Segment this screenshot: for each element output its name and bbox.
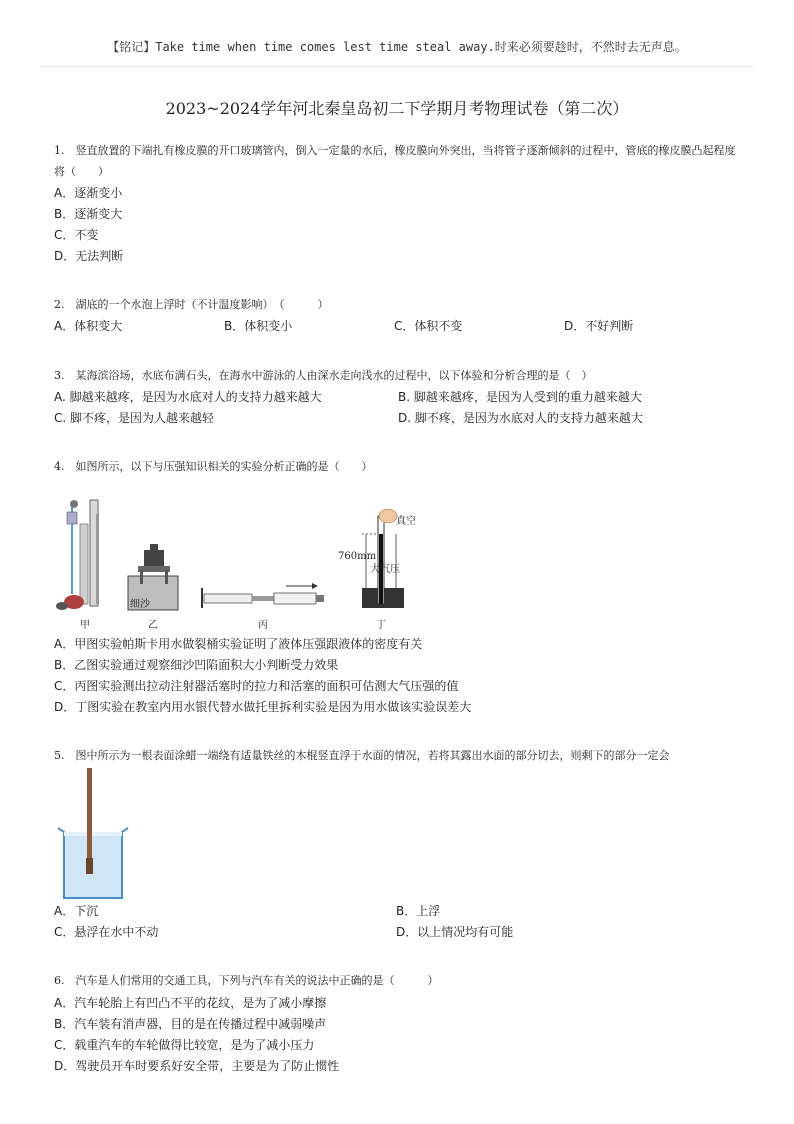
question-2-stem: 2. 湖底的一个水泡上浮时（不计温度影响） （ ） xyxy=(54,298,329,311)
question-4-option-b: B．乙图实验通过观察细沙凹陷面积大小判断受力效果 xyxy=(54,658,339,672)
question-1-option-c: C．不变 xyxy=(54,228,99,242)
question-5-option-c: C．悬浮在水中不动 xyxy=(54,925,159,939)
question-6-option-c: C．载重汽车的车轮做得比较宽，是为了减小压力 xyxy=(54,1038,315,1052)
question-1-option-a: A．逐渐变小 xyxy=(54,186,123,200)
figure-yi-sand-tray xyxy=(128,544,178,610)
figure-ding-torricelli xyxy=(338,509,416,608)
question-6-option-a: A．汽车轮胎上有凹凸不平的花纹，是为了减小摩擦 xyxy=(54,996,327,1010)
question-5-option-a: A．下沉 xyxy=(54,904,99,918)
air-pressure-label: 大气压 xyxy=(370,564,400,575)
question-3-option-a: A. 脚越来越疼，是因为水底对人的支持力越来越大 xyxy=(54,390,322,404)
figure-jia-barrel xyxy=(56,500,99,610)
question-3-option-c: C. 脚不疼，是因为人越来越轻 xyxy=(54,411,215,425)
figure-bing-syringe xyxy=(202,583,324,608)
sand-label: 细沙 xyxy=(130,599,150,610)
question-4-option-a: A．甲图实验帕斯卡用水做裂桶实验证明了液体压强跟液体的密度有关 xyxy=(54,637,423,651)
vacuum-label: 真空 xyxy=(396,516,416,527)
question-1-option-d: D．无法判断 xyxy=(54,249,124,263)
question-4-option-d: D．丁图实验在教室内用水银代替水做托里拆利实验是因为用水做该实验误差大 xyxy=(54,700,472,714)
question-5-beaker-figure xyxy=(54,766,134,902)
question-3-option-b: B. 脚越来越疼，是因为人受到的重力越来越大 xyxy=(398,390,642,404)
question-2-option-a: A．体积变大 xyxy=(54,319,123,333)
question-1-stem: 1. 竖直放置的下端扎有橡皮膜的开口玻璃管内，倒入一定量的水后，橡皮膜向外突出，当将管子逐渐倾斜的过程中，管底的橡皮膜凸起程度将（ ） xyxy=(54,144,736,178)
question-4-figure xyxy=(50,494,470,634)
question-3-option-d: D. 脚不疼，是因为水底对人的支持力越来越大 xyxy=(398,411,643,425)
label-bing: 丙 xyxy=(258,620,268,631)
header-divider xyxy=(40,66,754,67)
question-6-stem: 6. 汽车是人们常用的交通工具，下列与汽车有关的说法中正确的是（ ） xyxy=(54,974,439,987)
question-5-option-d: D．以上情况均有可能 xyxy=(396,925,514,939)
page-title: 2023~2024学年河北秦皇岛初二下学期月考物理试卷（第二次） xyxy=(165,99,629,118)
question-6-option-b: B．汽车装有消声器，目的是在传播过程中减弱噪声 xyxy=(54,1017,327,1031)
question-2-option-d: D．不好判断 xyxy=(564,319,634,333)
label-jia: 甲 xyxy=(80,620,90,631)
question-2-option-c: C．体积不变 xyxy=(394,319,463,333)
question-6-option-d: D．驾驶员开车时要系好安全带，主要是为了防止惯性 xyxy=(54,1059,340,1073)
label-ding: 丁 xyxy=(376,620,386,631)
question-4-option-c: C．丙图实验测出拉动注射器活塞时的拉力和活塞的面积可估测大气压强的值 xyxy=(54,679,459,693)
label-yi: 乙 xyxy=(148,620,158,631)
question-3-stem: 3. 某海滨浴场，水底布满石头，在海水中游泳的人由深水走向浅水的过程中，以下体验和分析合理的是（ ） xyxy=(54,369,593,382)
question-5-option-b: B．上浮 xyxy=(396,904,441,918)
question-2-option-b: B．体积变小 xyxy=(224,319,293,333)
question-5-stem: 5. 图中所示为一根表面涂蜡一端绕有适量铁丝的木棍竖直浮于水面的情况，若将其露出水面的部分切去，则剩下的部分一定会 xyxy=(54,749,670,762)
height-label: 760mm xyxy=(338,551,377,562)
question-1-option-b: B．逐渐变大 xyxy=(54,207,123,221)
question-4-stem: 4. 如图所示，以下与压强知识相关的实验分析正确的是（ ） xyxy=(54,460,373,473)
page-motto: 【铭记】Take time when time comes lest time steal away.时来必须要趁时，不然时去无声息。 xyxy=(107,40,687,54)
